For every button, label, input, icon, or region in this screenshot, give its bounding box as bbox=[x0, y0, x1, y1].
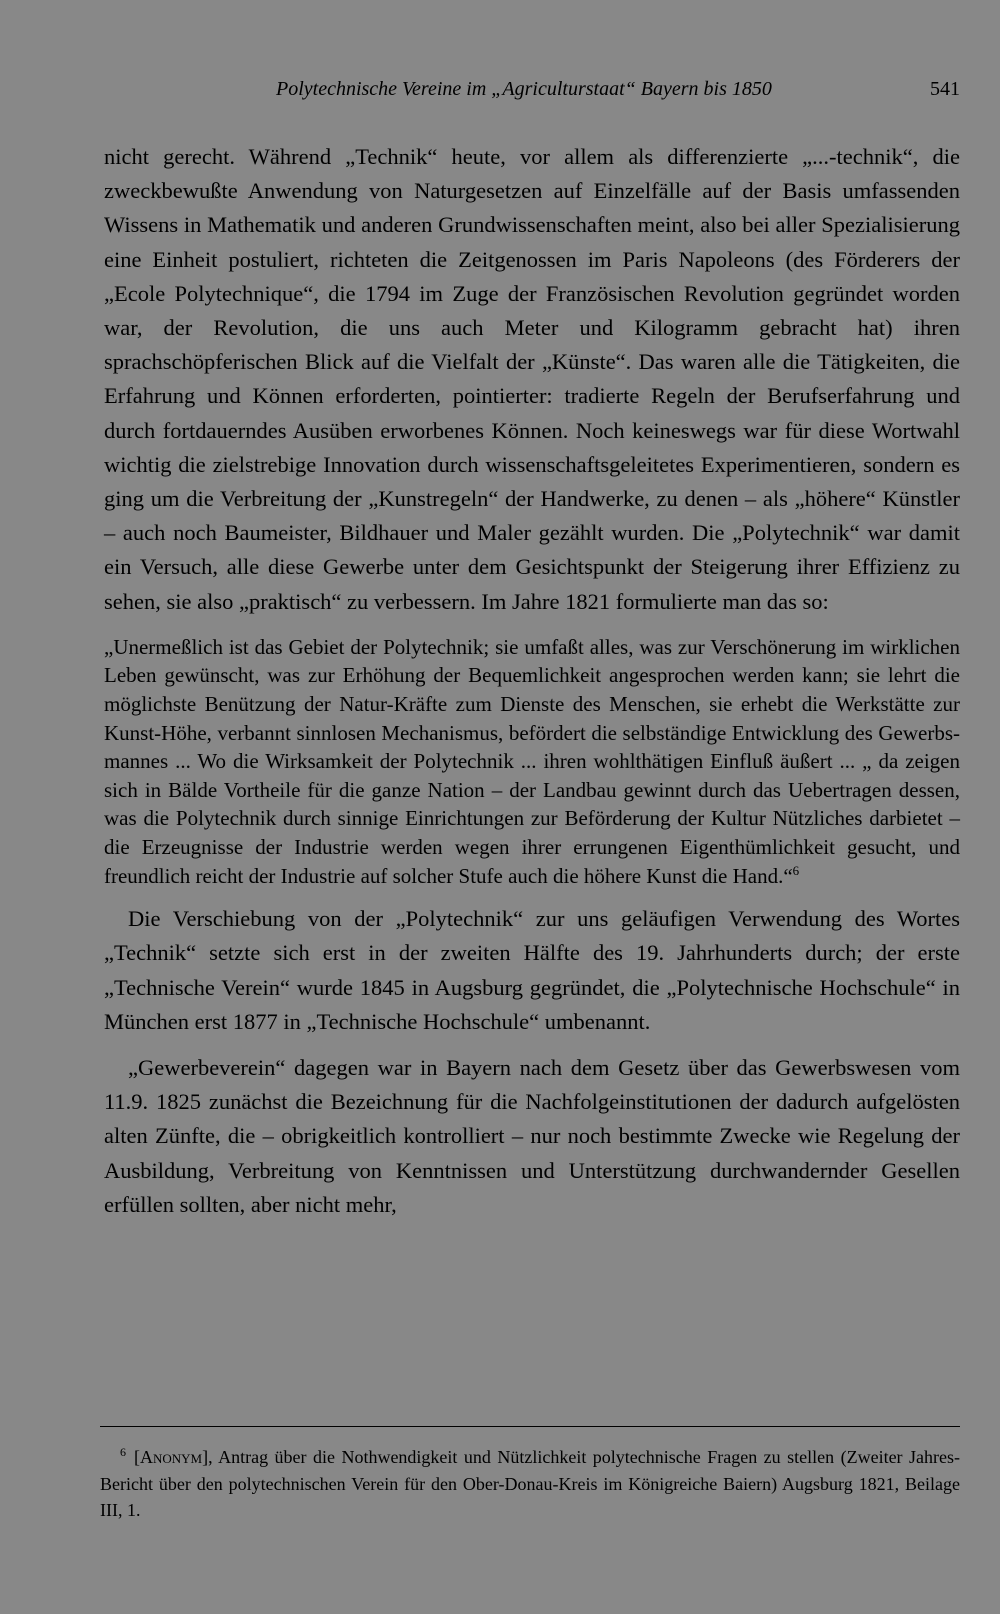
paragraph-1: nicht gerecht. Während „Technik“ heute, vor allem als differenzierte „...-technik“, die zweckbewußte Anwendung von Naturgesetzen auf Einzelfälle auf der Basis umfassenden Wissens in Mathematik und anderen Grundwissenschaften meint, also bei aller Spezialisierung eine Einheit postuliert, richteten die Zeitgenossen im Paris Napoleons (des Förderers der „Ecole Polytechnique“, die 1794 im Zuge der Französischen Revolution gegründet worden war, der Revolution, die uns auch Meter und Kilogramm gebracht hat) ihren sprachschöpferischen Blick auf die Vielfalt der „Künste“. Das waren alle die Tätigkeiten, die Erfahrung und Können erforderten, pointierter: tradierte Regeln der Berufserfahrung und durch fortdauerndes Ausüben erworbenes Können. Noch keineswegs war für diese Wortwahl wichtig die zielstrebige Innovation durch wissenschaftsgeleitetes Experimentieren, sondern es ging um die Verbreitung der „Kunstregeln“ der Handwerke, zu denen – als „höhere“ Künstler – auch noch Baumeister, Bildhauer und Maler gezählt wurden. Die „Polytechnik“ war damit ein Versuch, alle diese Gewerbe unter dem Gesichtspunkt der Steigerung ihrer Effizienz zu sehen, sie also „praktisch“ zu verbessern. Im Jahre 1821 formulierte man das so: bbox=[104, 144, 960, 614]
block-quote bbox=[104, 633, 960, 890]
paragraph-2: Die Verschiebung von der „Polytechnik“ zur uns geläufigen Verwendung des Wortes „Technik“ setzte sich erst in der zweiten Hälfte des 19. Jahrhunderts durch; der erste „Technische Verein“ wurde 1845 in Augsburg gegründet, die „Polytechnische Hochschule“ in München erst 1877 in „Technische Hochschule“ umbenannt. bbox=[104, 906, 960, 1034]
running-header-title: Polytechnische Vereine im „Agriculturstaat“ Bayern bis 1850 bbox=[276, 78, 772, 100]
footnote-reference[interactable]: 6 bbox=[792, 862, 800, 878]
footnote-6 bbox=[100, 1444, 960, 1524]
main-text bbox=[104, 140, 960, 1222]
running-header bbox=[100, 78, 960, 110]
page-number: 541 bbox=[930, 78, 960, 100]
footnote-text: , Antrag über die Nothwendigkeit und Nützlichkeit polytechnische Fragen zu stellen (Zweiter Jahres-Bericht über den polytechnischen Verein für den Ober-Donau-Kreis im Königreiche Baiern) Augsburg 1821, Beilage III, 1. bbox=[100, 1447, 960, 1520]
footnote-divider bbox=[100, 1426, 960, 1427]
footnote-marker: 6 bbox=[120, 1445, 126, 1459]
paragraph-3: „Gewerbeverein“ dagegen war in Bayern nach dem Gesetz über das Gewerbswesen vom 11.9. 1825 zunächst die Bezeichnung für die Nachfolgeinstitutionen der dadurch aufgelösten alten Zünfte, die – obrigkeitlich kontrolliert – nur noch bestimmte Zwecke wie Regelung der Ausbildung, Verbreitung von Kenntnissen und Unterstützung durchwandernder Gesellen erfüllen sollten, aber nicht mehr, bbox=[104, 1055, 960, 1217]
footnotes bbox=[100, 1444, 960, 1524]
block-quote-text: „Unermeßlich ist das Gebiet der Polytechnik; sie umfaßt alles, was zur Verschönerung im wirklichen Leben gewünscht, was zur Erhöhung der Bequemlichkeit angesprochen werden kann; sie lehrt die möglichste Benützung der Natur-Kräfte zum Dienste des Menschen, sie erhebt die Werkstätte zur Kunst-Höhe, verbannt sinnlosen Mechanismus, befördert die selbständige Entwicklung des Gewerbsmannes ... Wo die Wirksamkeit der Polytechnik ... ihren wohlthätigen Einfluß äußert ... „ da zeigen sich in Bälde Vortheile für die ganze Nation – der Landbau gewinnt durch das Uebertragen dessen, was die Polytechnik durch sinnige Einrichtungen zur Beförderung der Kultur Nützliches darbietet – die Erzeugnisse der Industrie werden wegen ihrer errungenen Eigenthümlichkeit gesucht, und freundlich reicht der Industrie auf solcher Stufe auch die höhere Kunst die Hand.“ bbox=[104, 634, 960, 888]
footnote-author: [Anonym] bbox=[134, 1447, 209, 1467]
